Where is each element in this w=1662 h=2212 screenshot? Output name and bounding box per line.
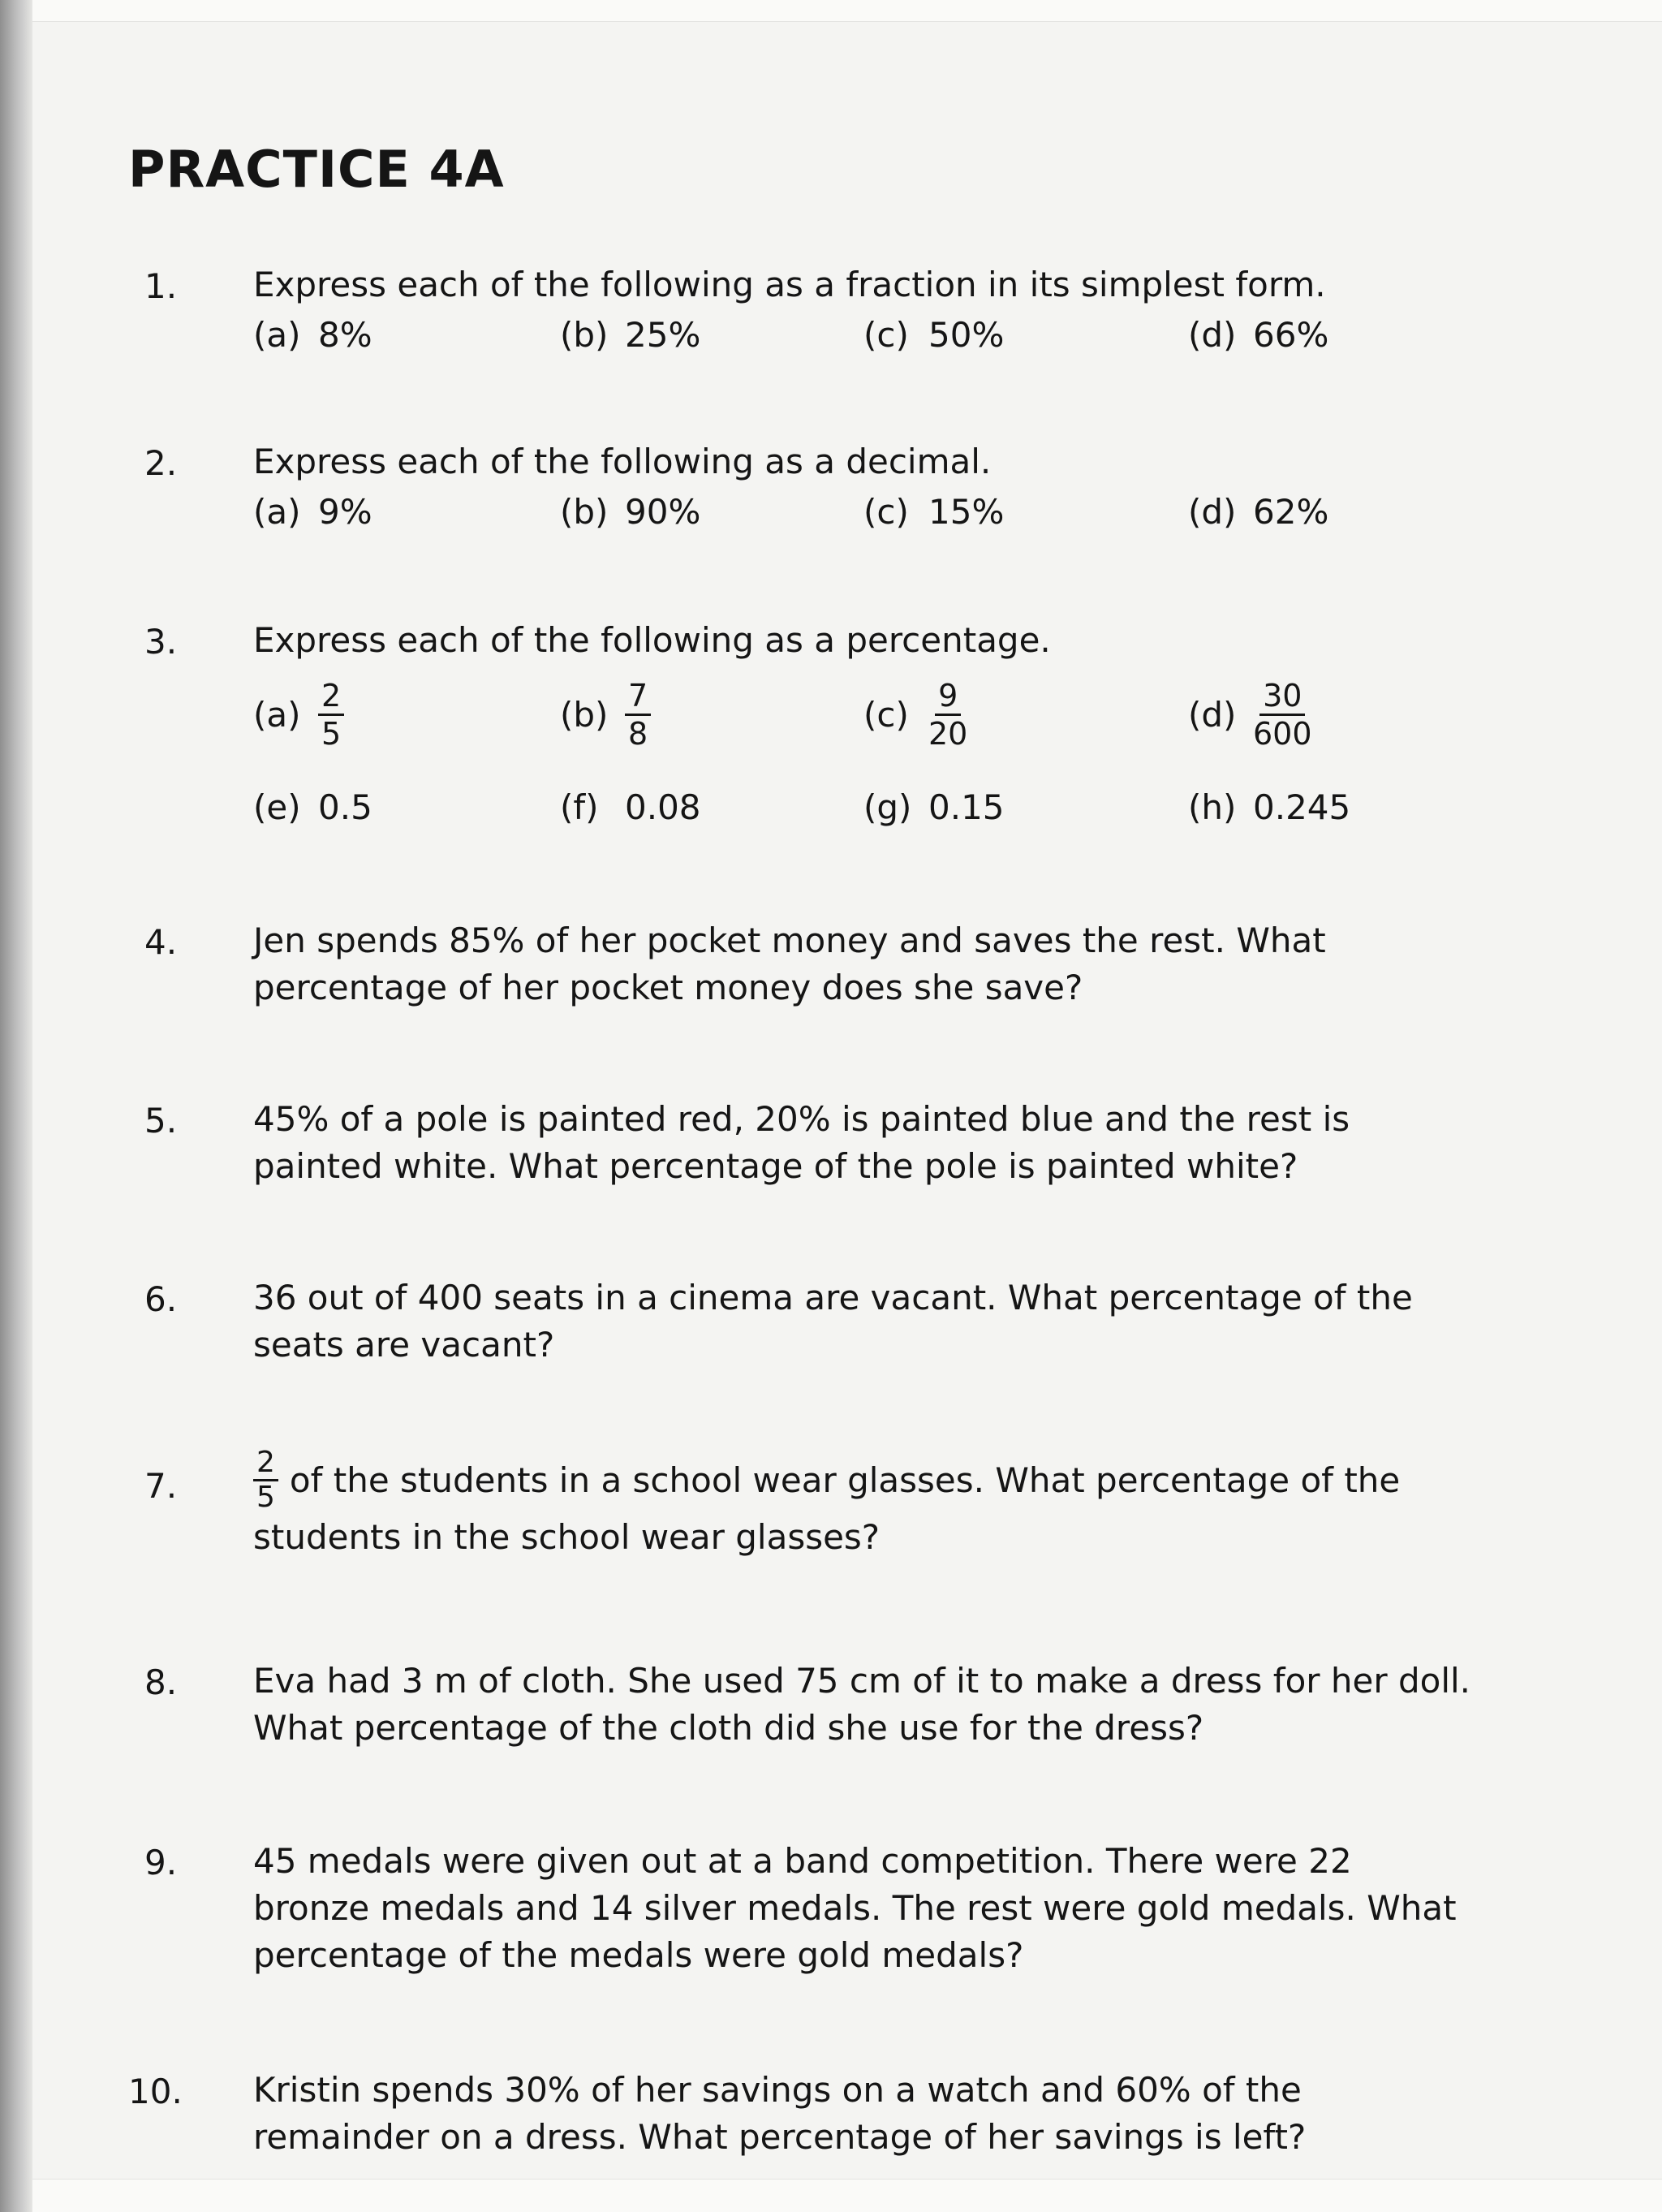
question-9-text: 45 medals were given out at a band competition. There were 22 bronze medals and 14 silver medals. The rest were gold medals. What percentage of the medals were gold medals? [253,1841,1457,1975]
question-1-text: Express each of the following as a fraction in its simplest form. [253,265,1326,304]
question-4-number: 4. [144,922,178,962]
question-1-options [253,315,1487,364]
question-2-options [253,492,1487,541]
q3-option-c: (c) $\frac{9}{20}$ [863,677,968,752]
page-title: PRACTICE 4A [128,140,505,199]
question-4-text: Jen spends 85% of her pocket money and saves the rest. What percentage of her pocket money does she save? [253,921,1326,1007]
question-2-number: 2. [144,443,178,483]
q3-option-h: (h) 0.245 [1188,787,1351,827]
question-3-text: Express each of the following as a percentage. [253,620,1051,660]
question-9-number: 9. [144,1843,178,1882]
question-7-text: $\frac{2}{5}$ of the students in a school wear glasses. What percentage of the students in the school wear glasses? [253,1446,1401,1557]
page-top-edge [32,0,1662,22]
q3-option-a: (a) $\frac{2}{5}$ [253,666,344,763]
question-10-text: Kristin spends 30% of her savings on a watch and 60% of the remainder on a dress. What percentage of her savings is left? [253,2070,1307,2157]
fraction: $\frac{2}{5}$ [253,1447,278,1514]
question-1-number: 1. [144,266,178,306]
q3-option-f: (f) 0.08 [560,787,701,827]
question-5-text: 45% of a pole is painted red, 20% is painted blue and the rest is painted white. What percentage of the pole is painted white? [253,1099,1350,1186]
question-3-decimal-options [253,787,1487,836]
q3-option-e: (e) 0.5 [253,787,372,827]
q2-option-d: (d) 62% [1188,492,1329,532]
q1-option-d: (d) 66% [1188,315,1329,355]
question-7-number: 7. [144,1466,178,1506]
question-6-text: 36 out of 400 seats in a cinema are vacant. What percentage of the seats are vacant? [253,1278,1413,1365]
fraction: $\frac{30}{600}$ [1253,677,1312,752]
q1-option-c: (c) 50% [863,315,1005,355]
question-10-number: 10. [128,2072,183,2111]
question-8-number: 8. [144,1662,178,1702]
question-6-number: 6. [144,1279,178,1319]
q3-option-b: (b) $\frac{7}{8}$ [560,666,651,763]
question-5-number: 5. [144,1101,178,1140]
question-2-text: Express each of the following as a decimal. [253,442,992,481]
question-3-fraction-options [253,666,1487,763]
q1-option-a: (a) 8% [253,315,372,355]
q1-option-b: (b) 25% [560,315,701,355]
q2-option-b: (b) 90% [560,492,701,532]
page-bottom-edge [32,2179,1662,2212]
question-8-text: Eva had 3 m of cloth. She used 75 cm of it to make a dress for her doll. What percentage of the cloth did she use for the dress? [253,1661,1471,1748]
q3-option-d: (d) $\frac{30}{600}$ [1188,677,1312,752]
question-3-number: 3. [144,622,178,662]
q2-option-a: (a) 9% [253,492,372,532]
book-binding-shadow [0,0,32,2212]
q2-option-c: (c) 15% [863,492,1005,532]
fraction: $\frac{9}{20}$ [928,677,968,752]
fraction: $\frac{2}{5}$ [318,678,344,752]
q3-option-g: (g) 0.15 [863,787,1005,827]
fraction: $\frac{7}{8}$ [625,678,651,752]
